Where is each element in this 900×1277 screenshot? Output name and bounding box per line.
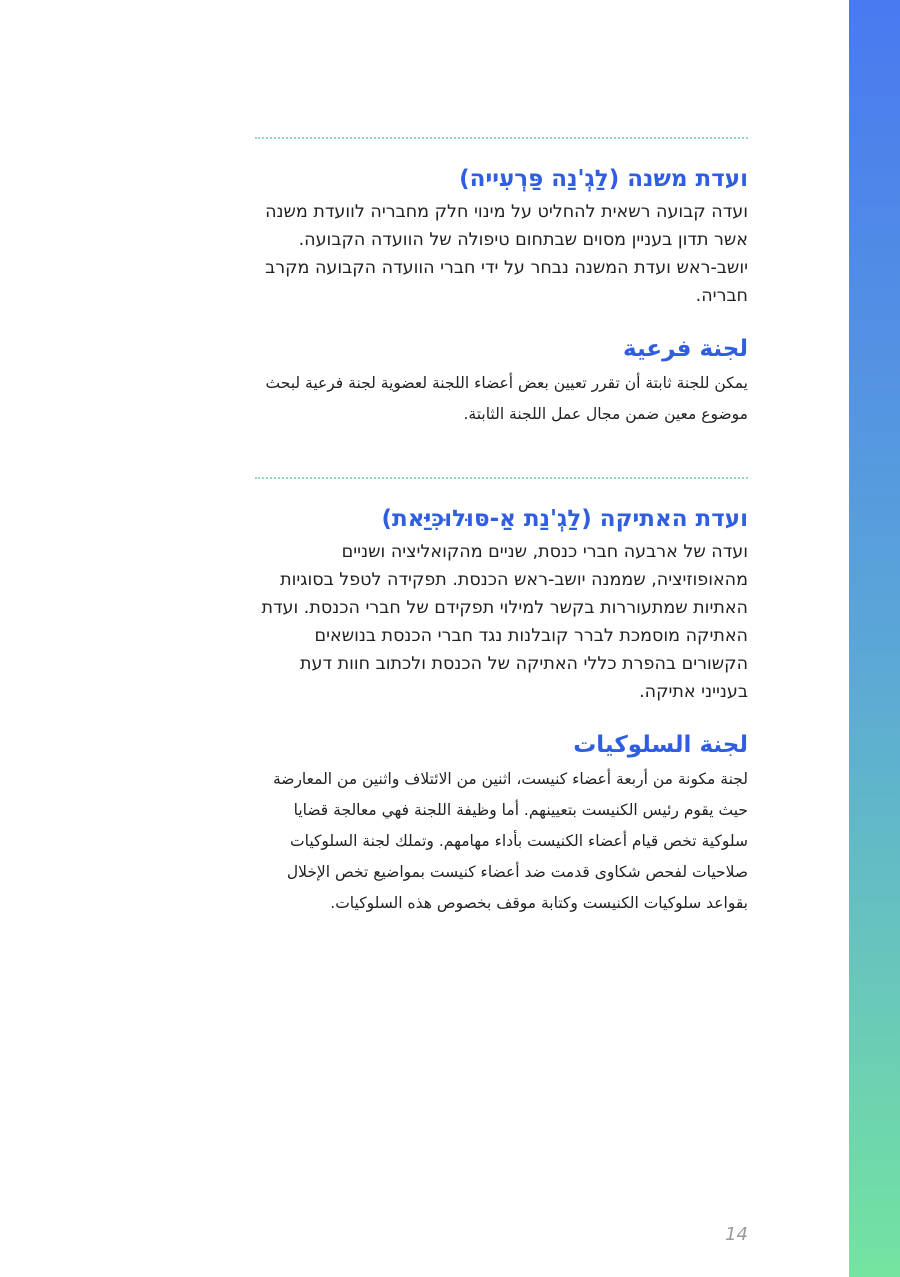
- arabic-paragraph: لجنة مكونة من أربعة أعضاء كنيست، اثنين من الائتلاف واثنين من المعارضة حيث يقوم رئيس الكنيست بتعيينهم. أما وظيفة اللجنة فهي معالجة قضايا سلوكية تخص قيام أعضاء الكنيست بأداء مهامهم. وتملك لجنة السلوكيات صلاحيات لفحص شكاوى قدمت ضد أعضاء كنيست بمواضيع تخص الإخلال بقواعد سلوكيات الكنيست وكتابة موقف بخصوص هذه السلوكيات.: [272, 770, 748, 912]
- arabic-heading: لجنة السلوكيات: [573, 732, 748, 758]
- hebrew-heading: ועדת משנה (לַגְ'נַה פַּרְעִייה): [459, 166, 748, 192]
- arabic-paragraph: يمكن للجنة ثابتة أن تقرر تعيين بعض أعضاء اللجنة لعضوية لجنة فرعية لبحث موضوع معين ضمن مجال عمل اللجنة الثابتة.: [265, 374, 748, 423]
- section-divider: [255, 477, 748, 479]
- page-number: 14: [725, 1224, 748, 1245]
- section-subcommittee-arabic: [255, 334, 748, 430]
- hebrew-paragraph: ועדה קבועה רשאית להחליט על מינוי חלק מחבריה לוועדת משנה אשר תדון בעניין מסוים שבתחום טיפולה של הוועדה הקבועה. יושב-ראש ועדת המשנה נבחר על ידי חברי הוועדה הקבועה מקרב חבריה.: [265, 202, 748, 306]
- side-gradient-bar: [849, 0, 900, 1277]
- hebrew-paragraph: ועדה של ארבעה חברי כנסת, שניים מהקואליציה ושניים מהאופוזיציה, שממנה יושב-ראש הכנסת. תפקידה לטפל בסוגיות האתיות שמתעוררות בקשר למילוי תפקידם של חברי הכנסת. ועדת האתיקה מוסמכת לברר קובלנות נגד חברי הכנסת בנושאים הקשורים בהפרת כללי האתיקה של הכנסת ולכתוב חוות דעת בענייני אתיקה.: [261, 542, 748, 702]
- arabic-heading: لجنة فرعية: [623, 336, 748, 362]
- section-divider: [255, 137, 748, 139]
- section-subcommittee: [255, 164, 748, 310]
- section-ethics: [255, 504, 748, 706]
- section-ethics-arabic: [255, 730, 748, 919]
- hebrew-heading: ועדת האתיקה (לַגְ'נַת אַ-סּוּלוּכִּיַּאת): [381, 506, 748, 532]
